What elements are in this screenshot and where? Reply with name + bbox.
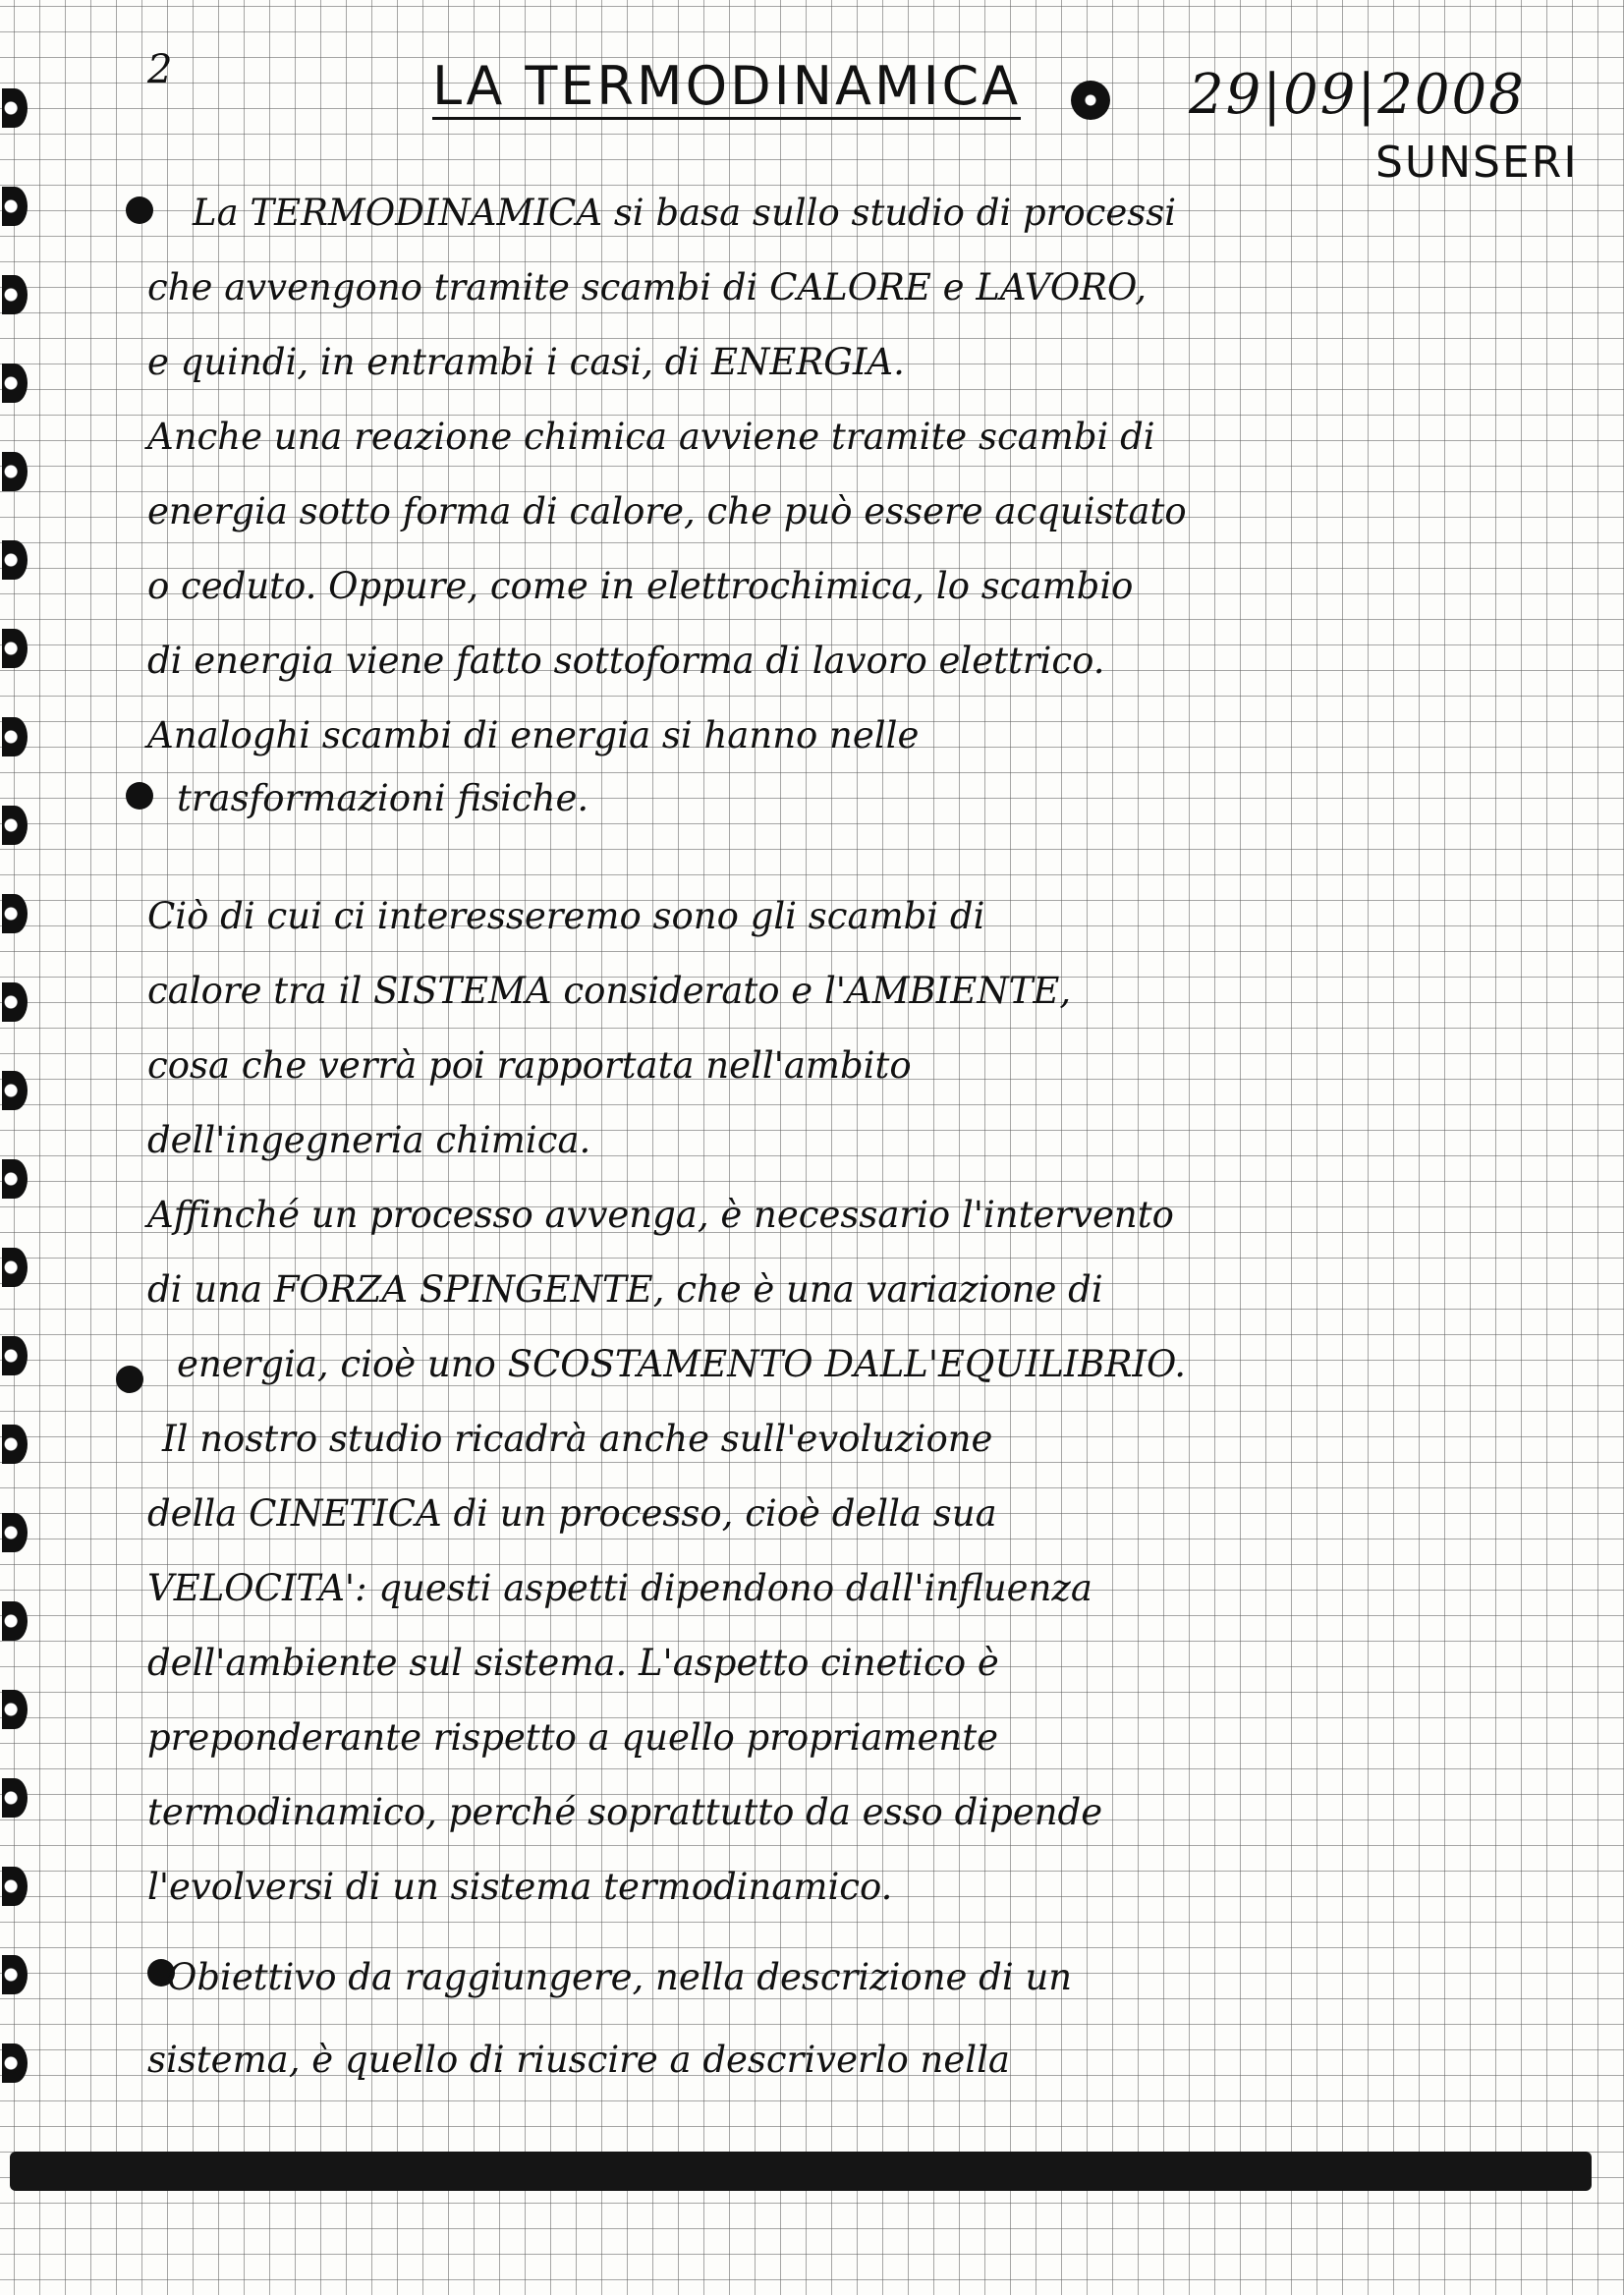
text-line: Anche una reazione chimica avviene tramite scambi di: [147, 416, 1155, 458]
binding-ring: [2, 364, 28, 403]
text-line: energia, cioè uno SCOSTAMENTO DALL'EQUILIBRIO.: [177, 1343, 1186, 1385]
text-line: cosa che verrà poi rapportata nell'ambito: [147, 1044, 912, 1087]
text-line: Il nostro studio ricadrà anche sull'evoluzione: [162, 1418, 993, 1460]
binding-ring: [2, 1955, 28, 1994]
binding-ring: [2, 894, 28, 933]
text-line: e quindi, in entrambi i casi, di ENERGIA.: [147, 341, 905, 383]
text-line: calore tra il SISTEMA considerato e l'AMBIENTE,: [147, 970, 1072, 1012]
page-number: 2: [147, 47, 173, 92]
binding-ring: [2, 629, 28, 668]
text-line: Obiettivo da raggiungere, nella descrizione di un: [167, 1956, 1073, 1998]
binding-ring: [2, 1159, 28, 1199]
binding-ring: [2, 88, 28, 128]
text-line: sistema, è quello di riuscire a descriverlo nella: [147, 2039, 1010, 2081]
binding-ring: [2, 540, 28, 580]
binding-ring: [2, 1425, 28, 1464]
binding-ring: [2, 2043, 28, 2083]
binding-ring: [2, 1778, 28, 1818]
text-line: Analoghi scambi di energia si hanno nelle: [147, 714, 920, 756]
binding-ring: [2, 1071, 28, 1110]
page-title: LA TERMODINAMICA: [432, 57, 1021, 120]
binding-ring: [2, 1336, 28, 1375]
text-line: energia sotto forma di calore, che può essere acquistato: [147, 490, 1187, 532]
text-line: dell'ambiente sul sistema. L'aspetto cinetico è: [147, 1642, 999, 1684]
binding-ring: [2, 1248, 28, 1287]
bullet-dot: [126, 782, 153, 810]
text-line: di una FORZA SPINGENTE, che è una variazione di: [147, 1268, 1103, 1311]
text-line: dell'ingegneria chimica.: [147, 1119, 591, 1161]
bullet-dot: [116, 1366, 143, 1393]
text-line: che avvengono tramite scambi di CALORE e LAVORO,: [147, 266, 1147, 308]
bullet-dot: [126, 196, 153, 224]
text-line: della CINETICA di un processo, cioè della sua: [147, 1492, 997, 1535]
binding-ring: [2, 982, 28, 1022]
text-line: Affinché un processo avvenga, è necessario l'intervento: [147, 1194, 1174, 1236]
circled-mark-icon: [1071, 81, 1110, 120]
note-date: 29|09|2008: [1189, 63, 1526, 127]
binding-ring: [2, 275, 28, 314]
binding-ring: [2, 1601, 28, 1641]
text-line: termodinamico, perché soprattutto da esso dipende: [147, 1791, 1103, 1833]
text-line: VELOCITA': questi aspetti dipendono dall'influenza: [147, 1567, 1092, 1609]
text-line: Ciò di cui ci interesseremo sono gli scambi di: [147, 895, 985, 937]
binding-ring: [2, 717, 28, 756]
binding-ring: [2, 187, 28, 226]
binding-ring: [2, 1513, 28, 1552]
note-author: SUNSERI: [1375, 138, 1579, 188]
spiral-binding: [0, 79, 39, 2102]
text-line: trasformazioni fisiche.: [177, 777, 589, 819]
text-line: di energia viene fatto sottoforma di lavoro elettrico.: [147, 640, 1105, 682]
text-line: o ceduto. Oppure, come in elettrochimica, lo scambio: [147, 565, 1134, 607]
text-line: preponderante rispetto a quello propriamente: [147, 1716, 999, 1759]
binding-ring: [2, 452, 28, 491]
binding-ring: [2, 1867, 28, 1906]
binding-ring: [2, 1690, 28, 1729]
text-line: La TERMODINAMICA si basa sullo studio di processi: [193, 192, 1177, 234]
page-bottom-edge: [10, 2152, 1592, 2191]
text-line: l'evolversi di un sistema termodinamico.: [147, 1866, 893, 1908]
binding-ring: [2, 806, 28, 845]
